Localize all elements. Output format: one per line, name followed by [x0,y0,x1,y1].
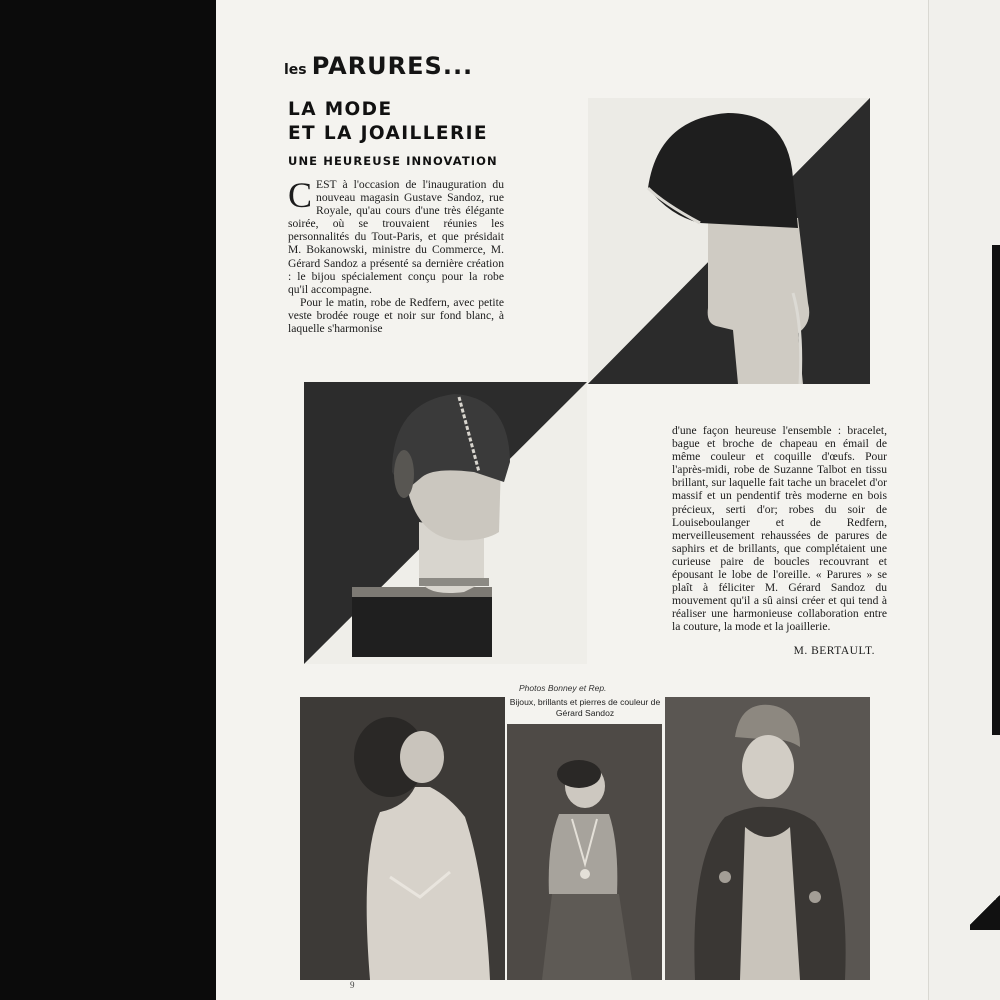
author-signature: M. BERTAULT. [793,645,875,657]
article-subtitle: UNE HEUREUSE INNOVATION [288,154,498,168]
photo-caption: Bijoux, brillants et pierres de couleur de Gérard Sandoz [508,697,662,723]
paragraph-3: d'une façon heureuse l'ensemble : bracelet, bague et broche de chapeau en émail de même couleur et coquille d'œufs. Pour l'après-midi, robe de Suzanne Talbot en tissu brillant, sur laquelle fait tache un bracelet d'or massif et un pendentif très moderne en bois précieux, serti d'or; robes du soir de Louiseboulanger et de Redfern, merveilleusement rehaussées de parures de saphirs et de brillants, que complétaient une curieuse paire de boucles recouvrant et épousant le lobe de l'oreille. « Parures » se plaît à féliciter M. Gérard Sandoz du mouvement qu'il a sû ainsi créer et qui tend à réaliser une harmonieuse collaboration entre la couture, la mode et la joaillerie. [672,424,887,634]
article-title [288,98,518,146]
photo-woman-standing [507,724,662,980]
drop-cap: C [288,175,313,215]
paragraph-2: Pour le matin, robe de Redfern, avec petite veste brodée rouge et noir sur fond blanc, à laquelle s'harmonise [288,295,504,336]
brand-prefix: les [284,62,307,78]
photo-woman-seated [300,697,505,980]
article-column-2 [672,424,887,634]
photo-mannequin-head-jewels [304,382,587,664]
paragraph-1: EST à l'occasion de l'inauguration du nouveau magasin Gustave Sandoz, rue Royale, qu'au cours d'une très élégante soirée, où se trouvaient réunies les personnalités du Tout-Paris, et que présidait M. Bokanowski, ministre du Commerce, M. Gérard Sandoz a présenté sa dernière création : le bijou spécialement conçu pour la robe qu'il accompagne. [288,178,504,296]
page-number: 9 [350,980,355,990]
facing-page-triangle [970,890,1000,930]
photo-cloche-hat-profile [588,98,870,384]
photo-woman-turban [665,697,870,980]
magazine-brand [284,52,473,80]
article-column-1 [288,175,504,336]
facing-page-graphic [992,245,1000,735]
title-line-2: ET LA JOAILLERIE [288,123,488,144]
photo-credit: Photos Bonney et Rep. [519,683,607,693]
facing-page-edge [928,0,1000,1000]
brand-name: PARURES... [311,52,474,80]
title-line-1: LA MODE [288,99,393,120]
